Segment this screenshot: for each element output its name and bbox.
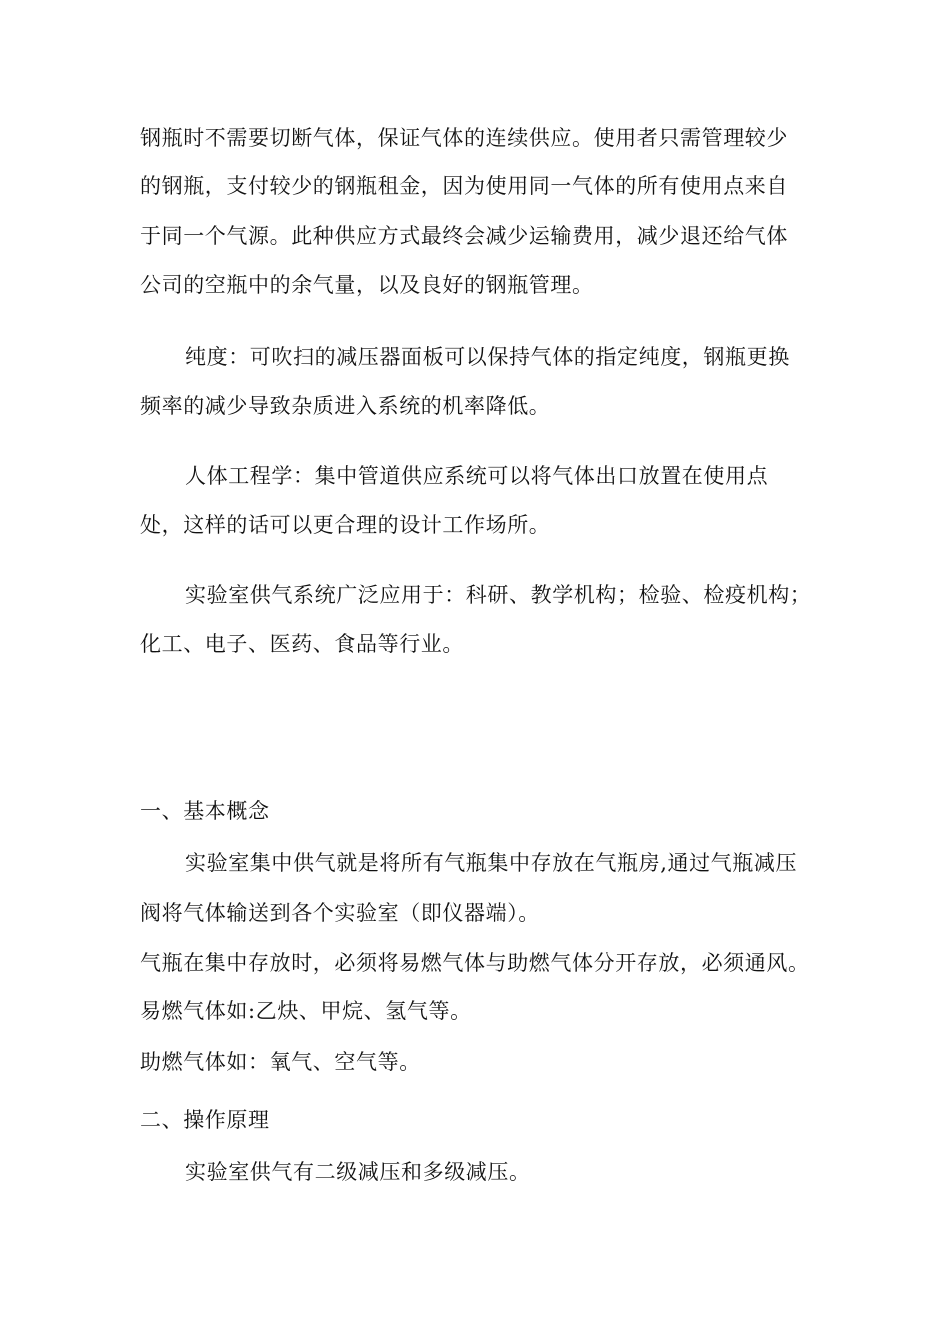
paragraph-line: 阀将气体输送到各个实验室（即仪器端）。 — [140, 901, 540, 925]
paragraph-line: 气瓶在集中存放时，必须将易燃气体与助燃气体分开存放，必须通风。 — [140, 951, 810, 975]
paragraph-line: 实验室供气系统广泛应用于：科研、教学机构；检验、检疫机构； — [185, 583, 812, 607]
section-heading: 一、基本概念 — [140, 799, 270, 823]
paragraph-line: 易燃气体如:乙炔、甲烷、氢气等。 — [140, 999, 472, 1023]
paragraph-line: 公司的空瓶中的余气量，以及良好的钢瓶管理。 — [140, 273, 594, 297]
paragraph-line: 实验室供气有二级减压和多级减压。 — [185, 1160, 531, 1184]
section-heading: 二、操作原理 — [140, 1108, 270, 1132]
paragraph-line: 频率的减少导致杂质进入系统的机率降低。 — [140, 394, 551, 418]
paragraph-line: 人体工程学：集中管道供应系统可以将气体出口放置在使用点 — [185, 464, 769, 488]
paragraph-line: 助燃气体如：氧气、空气等。 — [140, 1050, 421, 1074]
paragraph-line: 的钢瓶，支付较少的钢瓶租金，因为使用同一气体的所有使用点来自 — [140, 174, 788, 198]
paragraph-line: 钢瓶时不需要切断气体，保证气体的连续供应。使用者只需管理较少 — [140, 126, 788, 150]
paragraph-line: 于同一个气源。此种供应方式最终会减少运输费用，减少退还给气体 — [140, 224, 788, 248]
paragraph-line: 化工、电子、医药、食品等行业。 — [140, 632, 464, 656]
paragraph-line: 实验室集中供气就是将所有气瓶集中存放在气瓶房,通过气瓶减压 — [185, 851, 798, 875]
paragraph-line: 处，这样的话可以更合理的设计工作场所。 — [140, 513, 551, 537]
paragraph-line: 纯度：可吹扫的减压器面板可以保持气体的指定纯度，钢瓶更换 — [185, 345, 790, 369]
